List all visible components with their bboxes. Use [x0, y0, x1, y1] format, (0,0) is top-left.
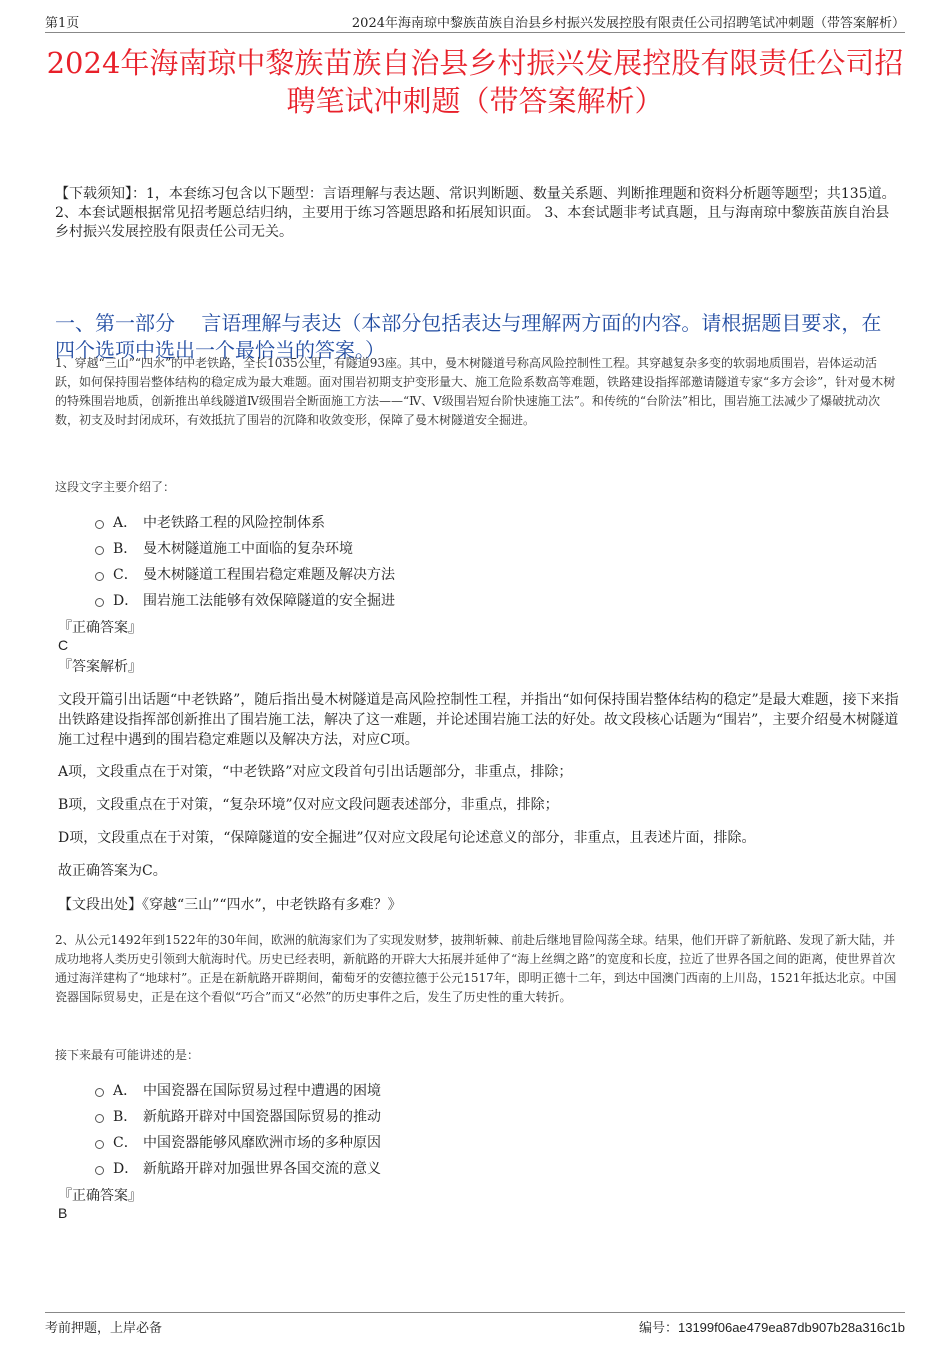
answer-label: 『正确答案』	[58, 1188, 142, 1204]
question-1-options	[95, 509, 395, 613]
option-b[interactable]: B． 曼木树隧道施工中面临的复杂环境	[95, 535, 395, 561]
analysis-paragraph: 文段开篇引出话题“中老铁路”，随后指出曼木树隧道是高风险控制性工程，并指出“如何保持围岩整体结构的稳定”是最大难题，接下来指出铁路建设指挥部创新推出了围岩施工法，解决了这一难题，并论述围岩施工法的好处。故文段核心话题为“围岩”，主要介绍曼木树隧道施工过程中遇到的围岩稳定难题以及解决方法，对应C项。	[58, 692, 899, 748]
page-header	[45, 10, 905, 33]
radio-icon[interactable]	[95, 1166, 104, 1175]
question-1-text: 1、穿越“三山”“四水”的中老铁路，全长1035公里，有隧道93座。其中，曼木树隧道号称高风险控制性工程。其穿越复杂多变的软弱地质围岩，岩体运动活跃，如何保持围岩整体结构的稳定成为最大难题。面对围岩初期支护变形量大、施工危险系数高等难题，铁路建设指挥部邀请隧道专家“多方会诊”，针对曼木树的特殊围岩地质，创新推出单线隧道Ⅳ级围岩全断面施工方法——“Ⅳ、Ⅴ级围岩短台阶快速施工法”。和传统的“台阶法”相比，围岩施工法减少了爆破扰动次数，初支及时封闭成环，有效抵抗了围岩的沉降和收敛变形，保障了曼木树隧道安全掘进。	[55, 356, 896, 427]
option-c[interactable]: C． 中国瓷器能够风靡欧洲市场的多种原因	[95, 1129, 381, 1155]
radio-icon[interactable]	[95, 572, 104, 581]
radio-icon[interactable]	[95, 598, 104, 607]
page-title: 2024年海南琼中黎族苗族自治县乡村振兴发展控股有限责任公司招聘笔试冲刺题（带答案解析）	[46, 46, 904, 118]
footer-slogan: 考前押题，上岸必备	[45, 1321, 163, 1336]
radio-icon[interactable]	[95, 1088, 104, 1097]
analysis-paragraph: D项，文段重点在于对策，“保障隧道的安全掘进”仅对应文段尾句论述意义的部分，非重点，且表述片面，排除。	[58, 830, 756, 846]
analysis-paragraph: A项，文段重点在于对策，“中老铁路”对应文段首句引出话题部分，非重点，排除；	[58, 764, 573, 780]
option-a[interactable]: A． 中国瓷器在国际贸易过程中遭遇的困境	[95, 1077, 381, 1103]
question-2-options	[95, 1077, 381, 1181]
question-2-prompt: 接下来最有可能讲述的是：	[55, 1048, 200, 1062]
radio-icon[interactable]	[95, 546, 104, 555]
question-1-prompt: 这段文字主要介绍了：	[55, 480, 176, 494]
answer-label: 『正确答案』	[58, 620, 142, 636]
page-number: 第1页	[45, 16, 80, 31]
source-citation: 【文段出处】《穿越“三山”“四水”，中老铁路有多难？》	[58, 897, 402, 913]
analysis-conclusion: 故正确答案为C。	[58, 863, 167, 879]
running-title: 2024年海南琼中黎族苗族自治县乡村振兴发展控股有限责任公司招聘笔试冲刺题（带答案解析）	[351, 16, 905, 31]
option-b[interactable]: B． 新航路开辟对中国瓷器国际贸易的推动	[95, 1103, 381, 1129]
radio-icon[interactable]	[95, 520, 104, 529]
answer-value: B	[58, 1205, 68, 1221]
answer-value: C	[58, 637, 69, 653]
option-d[interactable]: D． 围岩施工法能够有效保障隧道的安全掘进	[95, 587, 395, 613]
radio-icon[interactable]	[95, 1140, 104, 1149]
option-a[interactable]: A． 中老铁路工程的风险控制体系	[95, 509, 395, 535]
radio-icon[interactable]	[95, 1114, 104, 1123]
analysis-paragraph: B项，文段重点在于对策，“复杂环境”仅对应文段问题表述部分，非重点，排除；	[58, 797, 559, 813]
option-c[interactable]: C． 曼木树隧道工程围岩稳定难题及解决方法	[95, 561, 395, 587]
question-2-text: 2、从公元1492年到1522年的30年间，欧洲的航海家们为了实现发财梦，披荆斩棘、前赴后继地冒险闯荡全球。结果，他们开辟了新航路、发现了新大陆，并成功地将人类历史引领到大航海时代。历史已经表明，新航路的开辟大大拓展并延伸了“海上丝绸之路”的宽度和长度，拉近了世界各国之间的距离，使世界首次通过海洋建构了“地球村”。正是在新航路开辟期间，葡萄牙的安德拉德于公元1517年，即明正德十二年，到达中国澳门西南的上川岛，1521年抵达北京。中国瓷器国际贸易史，正是在这个看似“巧合”而又“必然”的历史事件之后，发生了历史性的重大转折。	[55, 933, 897, 1004]
download-notice: 【下载须知】：1，本套练习包含以下题型：言语理解与表达题、常识判断题、数量关系题、判断推理题和资料分析题等题型；共135道。 2、本套试题根据常见招考题总结归纳，主要用于练习答题思路和拓展知识面。 3、本套试题非考试真题，且与海南琼中黎族苗族自治县乡村振兴发展控股有限责任公司无关。	[55, 186, 896, 240]
page-footer	[45, 1312, 905, 1338]
analysis-label: 『答案解析』	[58, 659, 142, 675]
document-code: 编号：13199f06ae479ea87db907b28a316c1b	[638, 1320, 905, 1336]
option-d[interactable]: D． 新航路开辟对加强世界各国交流的意义	[95, 1155, 381, 1181]
section-heading: 一、第一部分 言语理解与表达（本部分包括表达与理解两方面的内容。请根据题目要求，在四个选项中选出一个最恰当的答案。）	[55, 311, 882, 362]
